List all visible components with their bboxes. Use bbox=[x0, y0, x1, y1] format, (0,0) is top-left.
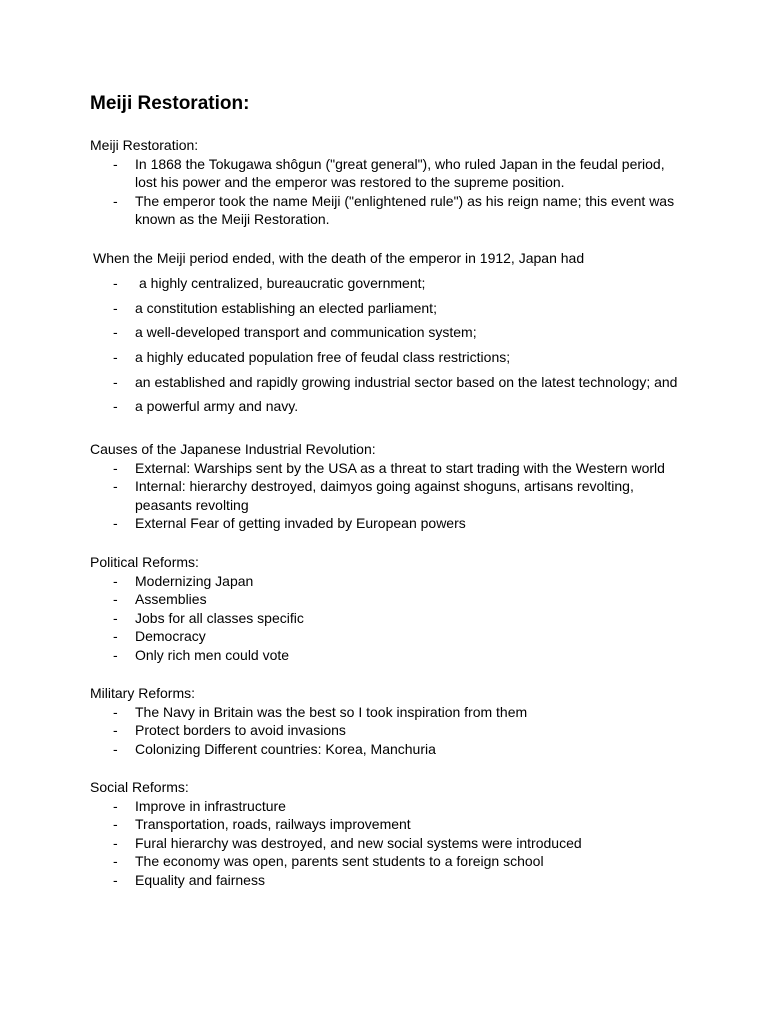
list-item bbox=[90, 590, 685, 609]
dash-marker: - bbox=[113, 572, 118, 589]
list-item-text: External Fear of getting invaded by European powers bbox=[135, 515, 466, 532]
section-heading: Political Reforms: bbox=[90, 554, 199, 570]
bullet-list bbox=[90, 274, 735, 422]
dash-marker: - bbox=[113, 834, 118, 851]
page-title: Meiji Restoration: bbox=[90, 93, 250, 114]
dash-marker: - bbox=[113, 722, 118, 739]
list-item-text: a well-developed transport and communication system; bbox=[135, 324, 477, 341]
bullet-list bbox=[90, 797, 685, 890]
section-restoration bbox=[90, 136, 685, 229]
list-item bbox=[90, 609, 685, 628]
list-item bbox=[90, 703, 685, 722]
list-item-text: In 1868 the Tokugawa shôgun ("great general"), who ruled Japan in the feudal period, lost his power and the emperor was restored to the supreme position. bbox=[135, 155, 665, 191]
list-item bbox=[90, 871, 685, 890]
list-item-text: a highly educated population free of feudal class restrictions; bbox=[135, 349, 511, 366]
section-end-period bbox=[90, 274, 735, 422]
list-item-text: Jobs for all classes specific bbox=[135, 609, 304, 626]
dash-marker: - bbox=[113, 192, 118, 209]
list-item-text: Equality and fairness bbox=[135, 871, 265, 888]
list-item-text: Only rich men could vote bbox=[135, 646, 290, 663]
list-item bbox=[90, 627, 685, 646]
list-item bbox=[90, 274, 685, 299]
dash-marker: - bbox=[113, 797, 118, 814]
list-item bbox=[90, 299, 685, 324]
list-item-text: The economy was open, parents sent students to a foreign school bbox=[135, 853, 544, 870]
list-item-text: The Navy in Britain was the best so I took inspiration from them bbox=[135, 703, 528, 720]
list-item-text: The emperor took the name Meiji ("enlightened rule") as his reign name; this event was known as the Meiji Restoration. bbox=[135, 192, 675, 228]
list-item-text: a constitution establishing an elected parliament; bbox=[135, 299, 437, 316]
section-heading: Causes of the Japanese Industrial Revolution: bbox=[90, 441, 376, 457]
list-item-text: a powerful army and navy. bbox=[135, 398, 299, 415]
dash-marker: - bbox=[113, 703, 118, 720]
list-item bbox=[90, 740, 685, 759]
list-item-text: Transportation, roads, railways improvement bbox=[135, 816, 411, 833]
list-item bbox=[90, 646, 685, 665]
dash-marker: - bbox=[113, 646, 118, 663]
dash-marker: - bbox=[113, 324, 118, 341]
dash-marker: - bbox=[113, 349, 118, 366]
section-heading: Social Reforms: bbox=[90, 779, 189, 795]
list-item bbox=[90, 323, 685, 348]
section-political bbox=[90, 553, 685, 665]
list-item-text: a highly centralized, bureaucratic government; bbox=[139, 275, 426, 291]
list-item-text: Democracy bbox=[135, 628, 206, 645]
list-item bbox=[90, 815, 685, 834]
list-item-text: an established and rapidly growing industrial sector based on the latest technology; and bbox=[135, 373, 678, 390]
list-item-text: Internal: hierarchy destroyed, daimyos going against shoguns, artisans revolting, peasants revolting bbox=[135, 478, 634, 513]
period-intro: When the Meiji period ended, with the death of the emperor in 1912, Japan had bbox=[93, 250, 585, 266]
list-item-text: Fural hierarchy was destroyed, and new social systems were introduced bbox=[135, 834, 582, 851]
list-item bbox=[90, 572, 685, 591]
dash-marker: - bbox=[113, 155, 118, 172]
list-item-text: Assemblies bbox=[135, 591, 207, 608]
list-item bbox=[90, 834, 685, 853]
list-item bbox=[90, 514, 685, 533]
bullet-list bbox=[90, 572, 685, 665]
list-item bbox=[90, 155, 685, 192]
dash-marker: - bbox=[113, 816, 118, 833]
list-item-text: Protect borders to avoid invasions bbox=[135, 722, 346, 739]
list-item bbox=[90, 459, 715, 478]
section-causes bbox=[90, 440, 715, 533]
list-item bbox=[90, 852, 685, 871]
dash-marker: - bbox=[113, 871, 118, 888]
list-item-text: Modernizing Japan bbox=[135, 572, 254, 589]
list-item-text: Improve in infrastructure bbox=[135, 797, 286, 814]
dash-marker: - bbox=[113, 853, 118, 870]
dash-marker: - bbox=[113, 478, 118, 495]
bullet-list bbox=[90, 459, 715, 533]
list-item bbox=[90, 192, 685, 229]
list-item bbox=[90, 797, 685, 816]
dash-marker: - bbox=[113, 299, 118, 316]
dash-marker: - bbox=[113, 275, 118, 291]
dash-marker: - bbox=[113, 609, 118, 626]
dash-marker: - bbox=[113, 740, 118, 757]
section-heading: Military Reforms: bbox=[90, 685, 196, 701]
list-item bbox=[90, 477, 635, 514]
list-item bbox=[90, 721, 685, 740]
dash-marker: - bbox=[113, 591, 118, 608]
dash-marker: - bbox=[113, 373, 118, 390]
section-military bbox=[90, 684, 685, 758]
section-social bbox=[90, 778, 685, 890]
section-heading: Meiji Restoration: bbox=[90, 137, 199, 153]
list-item-text: External: Warships sent by the USA as a threat to start trading with the Western world bbox=[135, 459, 665, 476]
list-item-text: Colonizing Different countries: Korea, Manchuria bbox=[135, 740, 436, 757]
bullet-list bbox=[90, 703, 685, 759]
dash-marker: - bbox=[113, 628, 118, 645]
bullet-list bbox=[90, 155, 685, 229]
dash-marker: - bbox=[113, 398, 118, 415]
list-item bbox=[90, 373, 735, 398]
dash-marker: - bbox=[113, 459, 118, 476]
list-item bbox=[90, 397, 685, 422]
dash-marker: - bbox=[113, 515, 118, 532]
list-item bbox=[90, 348, 685, 373]
